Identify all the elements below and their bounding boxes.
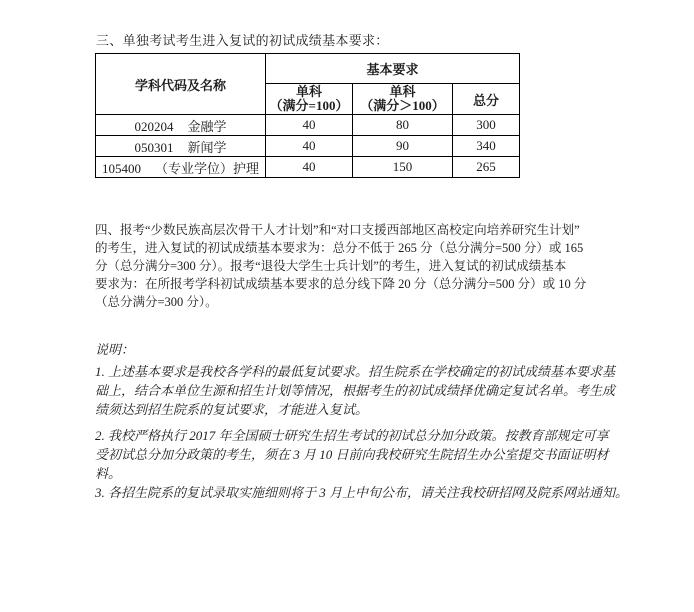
subject-cell bbox=[96, 136, 266, 157]
score-cell: 150 bbox=[353, 157, 453, 178]
table-row bbox=[96, 157, 520, 178]
note-line: 料。 bbox=[95, 466, 122, 481]
subject-cell bbox=[96, 115, 266, 136]
header-line: 单科 bbox=[295, 83, 322, 99]
table-row bbox=[96, 136, 520, 157]
paragraph-line: 的考生，进入复试的初试成绩基本要求为：总分不低于 265 分（总分满分=500 分）或 165 bbox=[95, 241, 584, 255]
score-cell: 40 bbox=[266, 115, 353, 136]
score-cell: 300 bbox=[453, 115, 520, 136]
header-line: 单科 bbox=[389, 83, 416, 99]
subject-name: 新闻学 bbox=[187, 139, 227, 155]
score-cell: 90 bbox=[353, 136, 453, 157]
note-line: 础上，结合本单位生源和招生计划等情况，根据考生的初试成绩择优确定复试名单。考生成 bbox=[95, 383, 616, 398]
paragraph-line: （总分满分=300 分）。 bbox=[95, 295, 218, 309]
paragraph-line: 四、报考“少数民族高层次骨干人才计划”和“对口支援西部地区高校定向培养研究生计划” bbox=[95, 223, 580, 237]
note-item-2 bbox=[95, 426, 628, 483]
score-cell: 80 bbox=[353, 115, 453, 136]
subject-code: 050301 bbox=[134, 139, 174, 155]
note-line: 2. 我校严格执行 2017 年全国硕士研究生招生考试的初试总分加分政策。按教育部规定可享 bbox=[95, 428, 609, 443]
note-item-1 bbox=[95, 362, 628, 419]
score-cell: 40 bbox=[266, 157, 353, 178]
paragraph-line: 分（总分满分=300 分）。报考“退役大学生士兵计划”的考生，进入复试的初试成绩基本 bbox=[95, 259, 567, 273]
note-item-3 bbox=[95, 483, 628, 502]
note-line: 受初试总分加分政策的考生，须在 3 月 10 日前向我校研究生院招生办公室提交书面证明材 bbox=[95, 447, 609, 462]
column-header-subject: 学科代码及名称 bbox=[96, 54, 266, 115]
score-cell: 340 bbox=[453, 136, 520, 157]
paragraph-line: 要求为：在所报考学科初试成绩基本要求的总分线下降 20 分（总分满分=500 分）或 10 分 bbox=[95, 277, 587, 291]
score-cell: 265 bbox=[453, 157, 520, 178]
note-line: 1. 上述基本要求是我校各学科的最低复试要求。招生院系在学校确定的初试成绩基本要求基 bbox=[95, 364, 616, 379]
subject-code: 105400 bbox=[101, 160, 141, 176]
table-header-row-group bbox=[96, 54, 520, 84]
table-row bbox=[96, 115, 520, 136]
section-three-heading: 三、单独考试考生进入复试的初试成绩基本要求： bbox=[96, 33, 389, 48]
notes-section bbox=[95, 342, 628, 509]
header-line: （满分＞100） bbox=[360, 98, 445, 113]
column-header-single-subject-100 bbox=[266, 84, 353, 115]
subject-name: （专业学位）护理 bbox=[154, 160, 259, 176]
column-header-basic-requirements: 基本要求 bbox=[266, 54, 520, 84]
score-cell: 40 bbox=[266, 136, 353, 157]
header-line: （满分=100） bbox=[269, 98, 349, 113]
column-header-single-subject-over-100 bbox=[353, 84, 453, 115]
score-table bbox=[95, 53, 520, 178]
subject-code: 020204 bbox=[134, 118, 174, 134]
note-line: 3. 各招生院系的复试录取实施细则将于 3 月上中旬公布，请关注我校研招网及院系网站通知。 bbox=[95, 485, 629, 500]
score-table-container bbox=[95, 53, 520, 178]
notes-label: 说明： bbox=[95, 342, 135, 357]
subject-cell bbox=[96, 157, 266, 178]
column-header-total-score: 总分 bbox=[453, 84, 520, 115]
subject-name: 金融学 bbox=[187, 118, 227, 134]
note-line: 绩须达到招生院系的复试要求，才能进入复试。 bbox=[95, 402, 369, 417]
section-four-paragraph bbox=[95, 221, 586, 311]
